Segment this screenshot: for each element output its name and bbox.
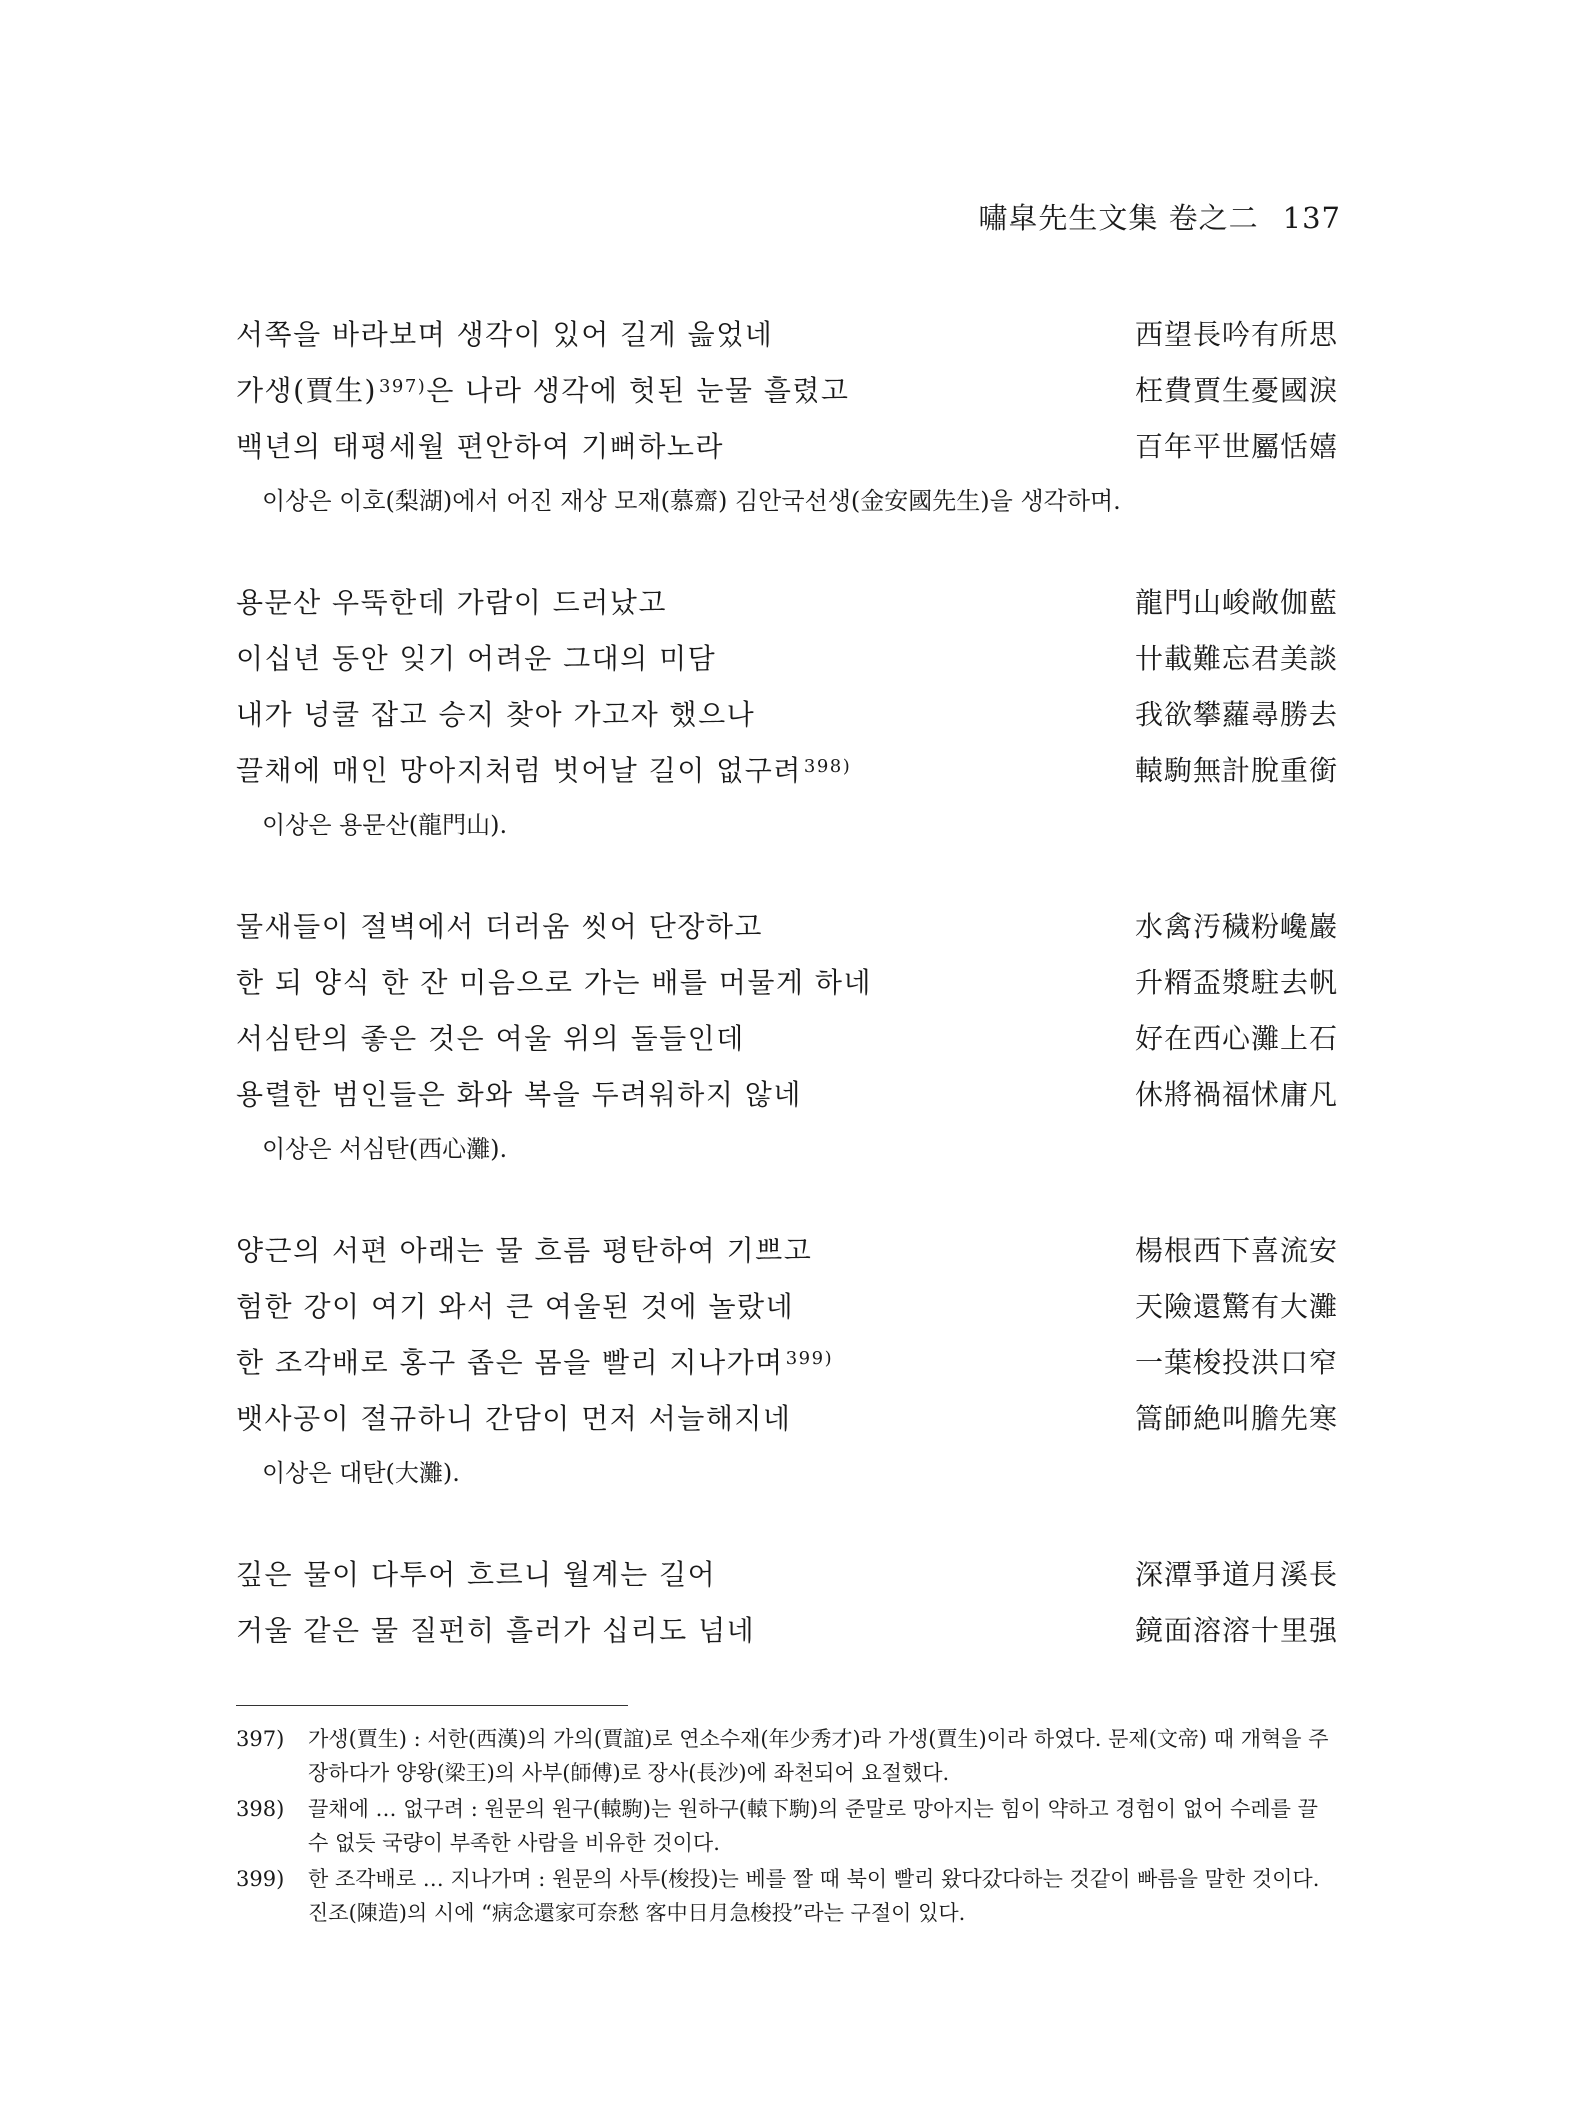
chinese-verse: 深潭爭道月溪長 — [1134, 1558, 1338, 1591]
verse-line — [236, 573, 1338, 629]
korean-verse: 험한 강이 여기 와서 큰 여울된 것에 놀랐네 — [236, 1290, 795, 1323]
verse-line — [236, 417, 1338, 473]
chinese-verse: 篙師絶叫膽先寒 — [1134, 1402, 1338, 1435]
korean-verse: 끌채에 매인 망아지처럼 벗어날 길이 없구려 $^{398)}$ — [236, 754, 852, 787]
chinese-verse: 龍門山峻敞伽藍 — [1134, 586, 1338, 619]
korean-verse: 백년의 태평세월 편안하여 기뻐하노라 — [236, 430, 724, 463]
verse-line — [236, 897, 1338, 953]
footnote-number: 397) — [236, 1727, 285, 1751]
verse-line — [236, 1009, 1338, 1065]
chinese-verse: 我欲攀蘿尋勝去 — [1134, 698, 1338, 731]
verse-line — [236, 685, 1338, 741]
footnote-number: 399) — [236, 1867, 285, 1891]
verse-line — [236, 1221, 1338, 1277]
chinese-verse: 升糈盃漿駐去帆 — [1134, 966, 1338, 999]
running-header — [978, 196, 1341, 237]
chinese-verse: 楊根西下喜流安 — [1134, 1234, 1338, 1267]
poem-block-1 — [236, 305, 1338, 523]
chinese-verse: 水禽汚穢粉巉巖 — [1134, 910, 1338, 943]
poem-block-2 — [236, 573, 1338, 847]
verse-line — [236, 629, 1338, 685]
chinese-verse: 枉費賈生憂國淚 — [1134, 374, 1338, 407]
korean-verse: 이십년 동안 잊기 어려운 그대의 미담 — [236, 642, 717, 675]
footnote-divider — [236, 1705, 628, 1706]
korean-verse: 한 되 양식 한 잔 미음으로 가는 배를 머물게 하네 — [236, 966, 873, 999]
chinese-verse: 一葉梭投洪口窄 — [1134, 1346, 1338, 1379]
korean-verse: 뱃사공이 절규하니 간담이 먼저 서늘해지네 — [236, 1402, 792, 1435]
poem-block-4 — [236, 1221, 1338, 1495]
korean-verse: 양근의 서편 아래는 물 흐름 평탄하여 기쁘고 — [236, 1234, 813, 1267]
korean-verse: 용문산 우뚝한데 가람이 드러났고 — [236, 586, 667, 619]
korean-verse: 깊은 물이 다투어 흐르니 월계는 길어 — [236, 1558, 717, 1591]
verse-line — [236, 1389, 1338, 1445]
verse-line — [236, 1545, 1338, 1601]
poem-block-5 — [236, 1545, 1338, 1657]
korean-verse: 한 조각배로 홍구 좁은 몸을 빨리 지나가며 $^{399)}$ — [236, 1346, 834, 1379]
footnote-ref[interactable]: 399) — [785, 1348, 834, 1369]
korean-verse: 물새들이 절벽에서 더러움 씻어 단장하고 — [236, 910, 763, 943]
verse-line — [236, 1277, 1338, 1333]
verse-line — [236, 1065, 1338, 1121]
poem-note: 이상은 서심탄(西心灘). — [262, 1134, 508, 1163]
footnote-ref[interactable]: 397) — [378, 376, 427, 397]
chinese-verse: 西望長吟有所思 — [1134, 318, 1338, 351]
chinese-verse: 休將禍福怵庸凡 — [1134, 1078, 1338, 1111]
footnote-397 — [236, 1722, 1338, 1790]
chinese-verse: 鏡面溶溶十里强 — [1134, 1614, 1338, 1647]
poem-content — [236, 305, 1338, 1707]
verse-line — [236, 361, 1338, 417]
book-title: 嘯皐先生文集 卷之二 — [978, 201, 1259, 235]
chinese-verse: 好在西心灘上石 — [1134, 1022, 1338, 1055]
footnote-text: 한 조각배로 … 지나가며 : 원문의 사투(梭投)는 베를 짤 때 북이 빨리 왔다갔다하는 것같이 빠름을 말한 것이다. 진조(陳造)의 시에 “病念還家可奈愁 客中日月急梭投”라는 구절이 있다. — [308, 1867, 1320, 1925]
chinese-verse: 轅駒無計脫重銜 — [1134, 754, 1338, 787]
footnote-ref[interactable]: 398) — [803, 756, 852, 777]
korean-verse: 서심탄의 좋은 것은 여울 위의 돌들인데 — [236, 1022, 745, 1055]
footnote-text: 끌채에 … 없구려 : 원문의 원구(轅駒)는 원하구(轅下駒)의 준말로 망아지는 힘이 약하고 경험이 없어 수레를 끌 수 없듯 국량이 부족한 사람을 비유한 것이다. — [308, 1797, 1318, 1855]
footnote-398 — [236, 1792, 1338, 1860]
chinese-verse: 天險還驚有大灘 — [1134, 1290, 1338, 1323]
korean-verse: 가생(賈生) $^{397)}$은 나라 생각에 헛된 눈물 흘렸고 — [236, 374, 850, 407]
footnote-number: 398) — [236, 1797, 285, 1821]
verse-line — [236, 305, 1338, 361]
chinese-verse: 卄載難忘君美談 — [1134, 642, 1338, 675]
chinese-verse: 百年平世屬恬嬉 — [1134, 430, 1338, 463]
footnotes — [236, 1722, 1338, 1932]
poem-note: 이상은 용문산(龍門山). — [262, 810, 508, 839]
korean-verse: 용렬한 범인들은 화와 복을 두려워하지 않네 — [236, 1078, 802, 1111]
korean-verse: 서쪽을 바라보며 생각이 있어 길게 읊었네 — [236, 318, 774, 351]
verse-line — [236, 1601, 1338, 1657]
poem-block-3 — [236, 897, 1338, 1171]
poem-note: 이상은 이호(梨湖)에서 어진 재상 모재(慕齋) 김안국선생(金安國先生)을 생각하며. — [262, 486, 1121, 515]
page-number: 137 — [1282, 201, 1341, 235]
footnote-399 — [236, 1862, 1338, 1930]
footnote-text: 가생(賈生) : 서한(西漢)의 가의(賈誼)로 연소수재(年少秀才)라 가생(賈生)이라 하였다. 문제(文帝) 때 개혁을 주장하다가 양왕(梁王)의 사부(師傅)로 장사(長沙)에 좌천되어 요절했다. — [308, 1727, 1329, 1785]
korean-verse: 거울 같은 물 질펀히 흘러가 십리도 넘네 — [236, 1614, 756, 1647]
verse-line — [236, 741, 1338, 797]
verse-line — [236, 1333, 1338, 1389]
verse-line — [236, 953, 1338, 1009]
poem-note: 이상은 대탄(大灘). — [262, 1458, 460, 1487]
korean-verse: 내가 넝쿨 잡고 승지 찾아 가고자 했으나 — [236, 698, 756, 731]
